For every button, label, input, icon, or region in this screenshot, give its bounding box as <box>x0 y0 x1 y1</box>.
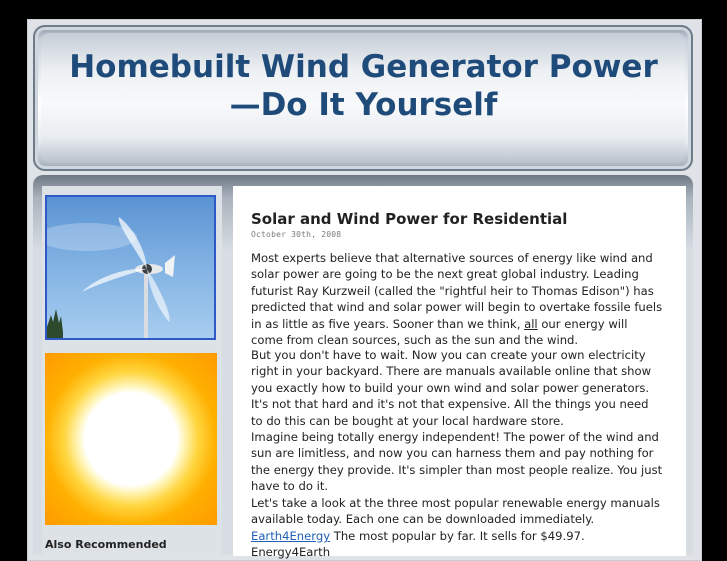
paragraph-text: The most popular by far. It sells for $49.97. Energy4Earth <box>251 529 585 560</box>
site-title[interactable] <box>0 48 727 124</box>
wind-turbine-illustration <box>47 197 216 340</box>
sidebar-heading: Also Recommended <box>45 538 167 551</box>
emphasis-text: all <box>524 316 538 331</box>
site-title-line1: Homebuilt Wind Generator Power <box>69 49 658 85</box>
paragraph-text: Most experts believe that alternative sources of energy like wind and solar power are going to be the next great global industry. Leading futurist Ray Kurzweil (called the "rightful heir to Thomas Edison") has predicted that wind and solar power will begin to overtake fossile fuels in as little as five years. Sooner than we think, <box>251 251 663 331</box>
wind-turbine-image[interactable] <box>45 195 216 340</box>
post-paragraph: Let's take a look at the three most popular renewable energy manuals available today. Each one can be downloaded immediately. <box>251 496 660 527</box>
post-paragraph <box>251 528 663 561</box>
site-title-line2: —Do It Yourself <box>229 87 498 123</box>
paragraph-text: our energy will come from clean sources, such as the sun and the wind. <box>251 316 628 348</box>
post-date: October 30th, 2008 <box>251 230 342 239</box>
sun-image[interactable] <box>45 353 217 525</box>
post-title[interactable]: Solar and Wind Power for Residential <box>251 210 568 228</box>
earth4energy-link[interactable]: Earth4Energy <box>251 529 331 543</box>
post-paragraph: Imagine being totally energy independent! The power of the wind and sun are limitless, and now you can harness them and pay nothing for the energy they provide. It's simpler than most people realize. You just have to do it. <box>251 430 663 494</box>
post-paragraph <box>251 250 663 348</box>
post-paragraph: But you don't have to wait. Now you can create your own electricity right in your backyard. There are manuals available online that show you exactly how to build your own wind and solar power generators. It's not that hard and it's not that expensive. All the things you need to do this can be bought at your local hardware store. <box>251 348 652 428</box>
